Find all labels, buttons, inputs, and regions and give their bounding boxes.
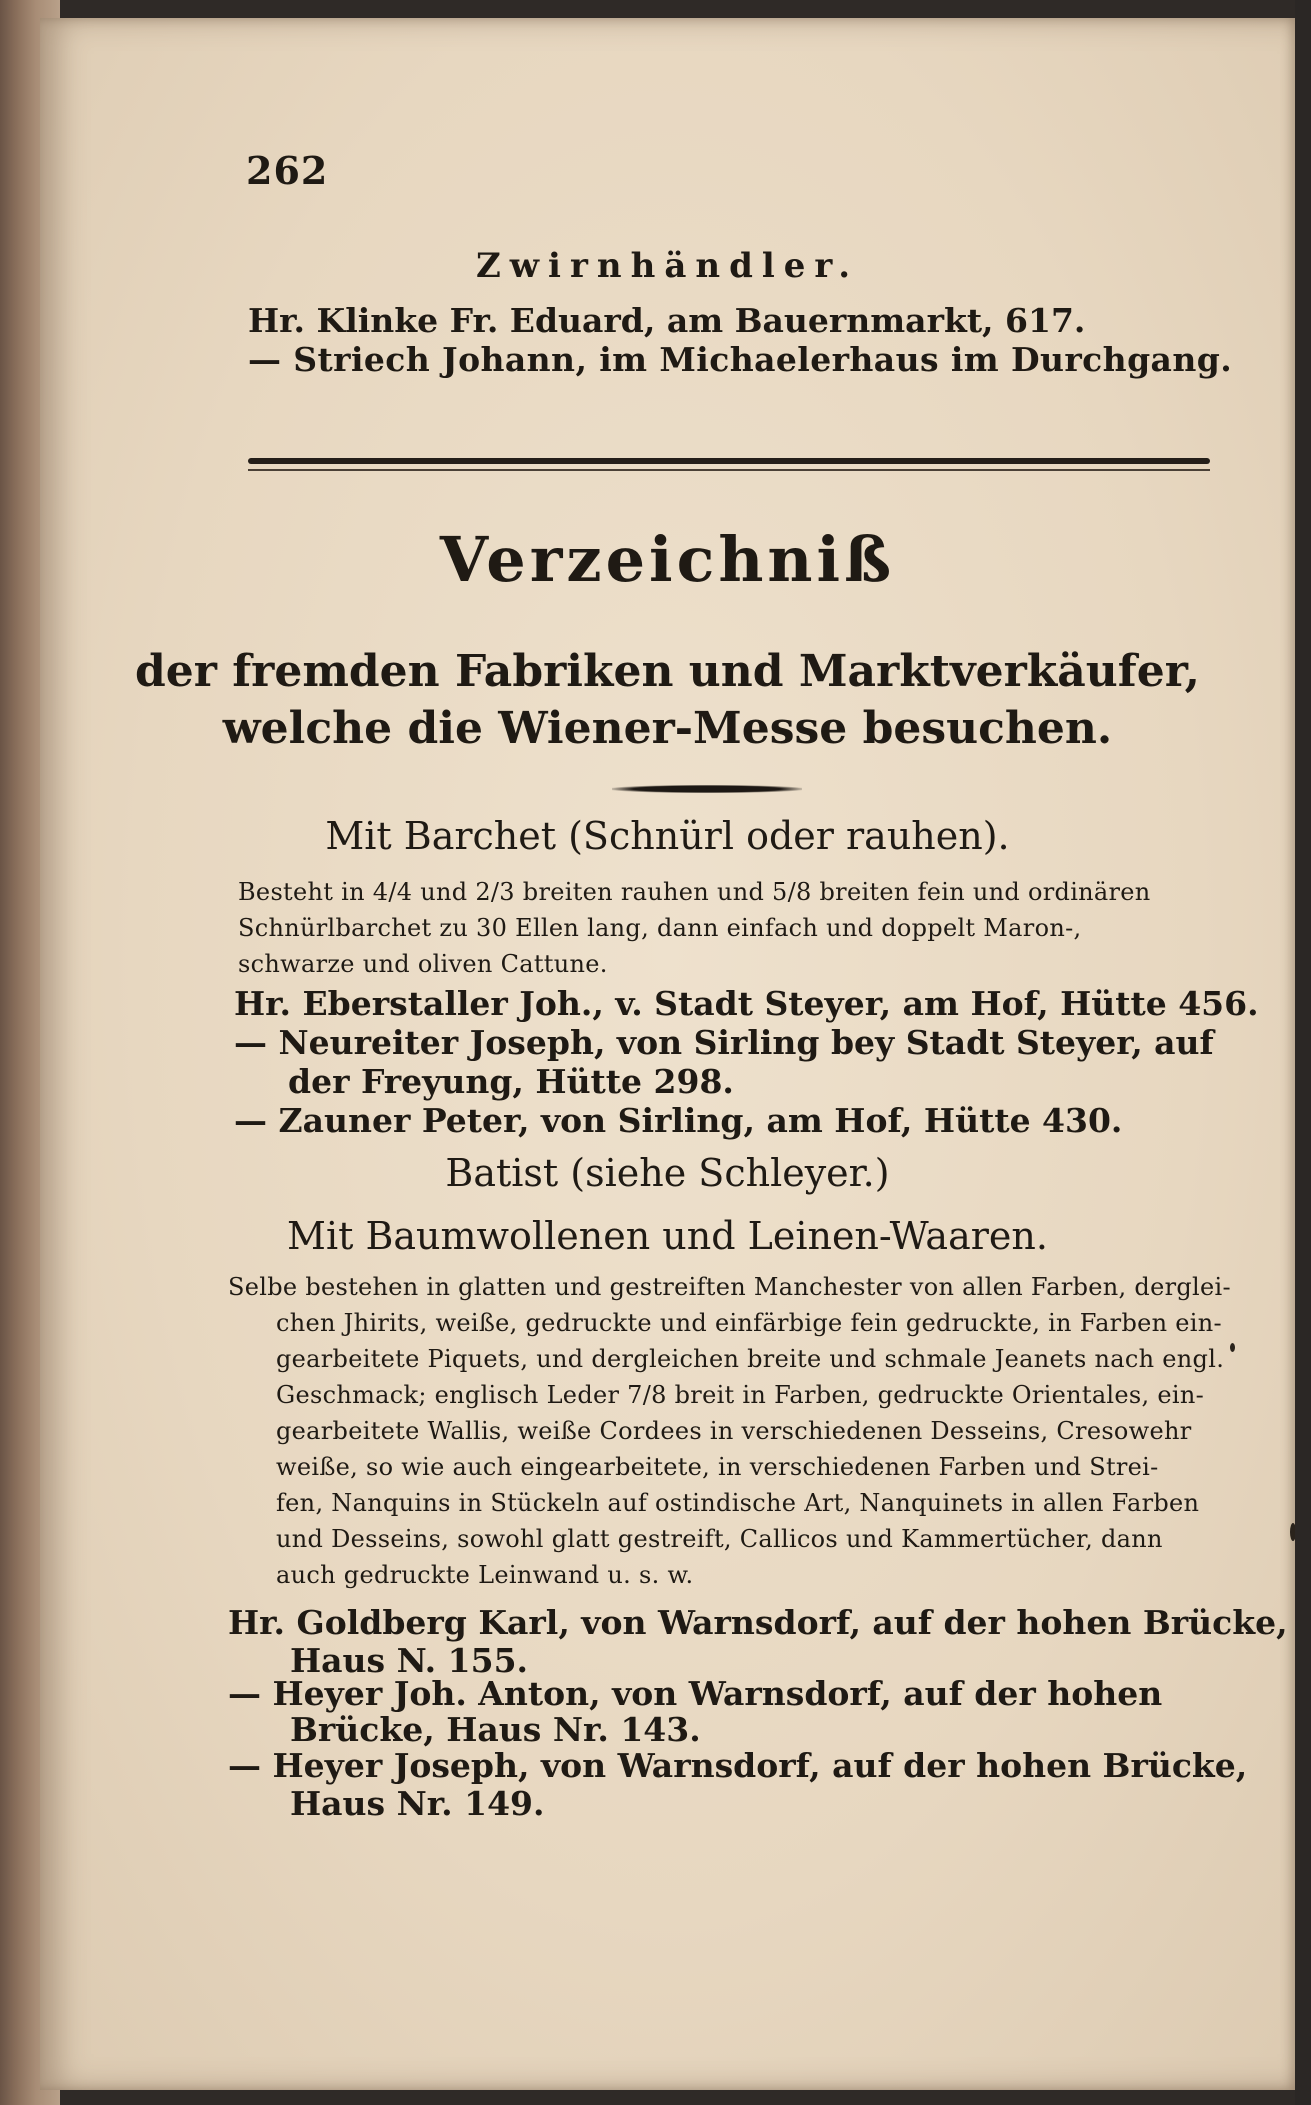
horizontal-rule <box>248 458 1210 464</box>
entry-neureiter-continued: der Freyung, Hütte 298. <box>288 1062 734 1101</box>
baumwolle-description-line-7: fen, Nanquins in Stückeln auf ostindische Art, Nanquinets in allen Farben <box>276 1489 1200 1517</box>
section-heading-barchet: Mit Barchet (Schnürl oder rauhen). <box>325 814 1010 858</box>
baumwolle-description-line-8: und Desseins, sowohl glatt gestreift, Callicos und Kammertücher, dann <box>276 1525 1163 1553</box>
baumwolle-description-line-1: Selbe bestehen in glatten und gestreiften Manchester von allen Farben, derglei- <box>228 1273 1231 1301</box>
entry-goldberg: Hr. Goldberg Karl, von Warnsdorf, auf der hohen Brücke, <box>228 1603 1288 1642</box>
page-content <box>40 18 1295 2090</box>
entry-striech: — Striech Johann, im Michaelerhaus im Durchgang. <box>248 340 1233 379</box>
ornamental-divider <box>612 785 802 793</box>
baumwolle-description-line-6: weiße, so wie auch eingearbeitete, in verschiedenen Farben und Strei- <box>276 1453 1159 1481</box>
barchet-description-line-3: schwarze und oliven Cattune. <box>238 950 608 978</box>
entry-zauner: — Zauner Peter, von Sirling, am Hof, Hütte 430. <box>234 1101 1123 1140</box>
baumwolle-description-line-2: chen Jhirits, weiße, gedruckte und einfärbige fein gedruckte, in Farben ein- <box>276 1309 1222 1337</box>
barchet-description-line-1: Besteht in 4/4 und 2/3 breiten rauhen und 5/8 breiten fein und ordinären <box>238 878 1151 906</box>
subtitle-line-1: der fremden Fabriken und Marktverkäufer, <box>134 646 1200 697</box>
page-number: 262 <box>246 148 329 193</box>
entry-eberstaller: Hr. Eberstaller Joh., v. Stadt Steyer, am Hof, Hütte 456. <box>234 984 1259 1023</box>
entry-neureiter: — Neureiter Joseph, von Sirling bey Stadt Steyer, auf <box>234 1023 1214 1062</box>
baumwolle-description-line-9: auch gedruckte Leinwand u. s. w. <box>276 1561 694 1589</box>
section-heading-baumwolle: Mit Baumwollenen und Leinen-Waaren. <box>287 1214 1048 1258</box>
section-heading-zwirnhaendler: Zwirnhändler. <box>475 246 860 286</box>
entry-klinke: Hr. Klinke Fr. Eduard, am Bauernmarkt, 617. <box>248 301 1086 340</box>
subtitle-line-2: welche die Wiener-Messe besuchen. <box>222 703 1113 754</box>
entry-goldberg-continued: Haus N. 155. <box>290 1641 529 1680</box>
horizontal-rule-thin <box>248 469 1210 471</box>
entry-heyer-anton-continued: Brücke, Haus Nr. 143. <box>290 1710 701 1749</box>
baumwolle-description-line-4: Geschmack; englisch Leder 7/8 breit in Farben, gedruckte Orientales, ein- <box>276 1381 1205 1409</box>
entry-heyer-joseph: — Heyer Joseph, von Warnsdorf, auf der hohen Brücke, <box>228 1746 1248 1785</box>
entry-heyer-joseph-continued: Haus Nr. 149. <box>290 1784 545 1823</box>
book-page <box>40 18 1295 2090</box>
main-title: Verzeichniß <box>439 523 896 596</box>
ink-fleck <box>1230 1343 1235 1352</box>
barchet-description-line-2: Schnürlbarchet zu 30 Ellen lang, dann einfach und doppelt Maron-, <box>238 914 1082 942</box>
baumwolle-description-line-5: gearbeitete Wallis, weiße Cordees in verschiedenen Desseins, Cresowehr <box>276 1417 1192 1445</box>
section-heading-batist: Batist (siehe Schleyer.) <box>445 1151 890 1195</box>
baumwolle-description-line-3: gearbeitete Piquets, und dergleichen breite und schmale Jeanets nach engl. <box>276 1345 1225 1373</box>
entry-heyer-anton: — Heyer Joh. Anton, von Warnsdorf, auf der hohen <box>228 1674 1163 1713</box>
scan-border-right <box>1295 0 1311 2105</box>
